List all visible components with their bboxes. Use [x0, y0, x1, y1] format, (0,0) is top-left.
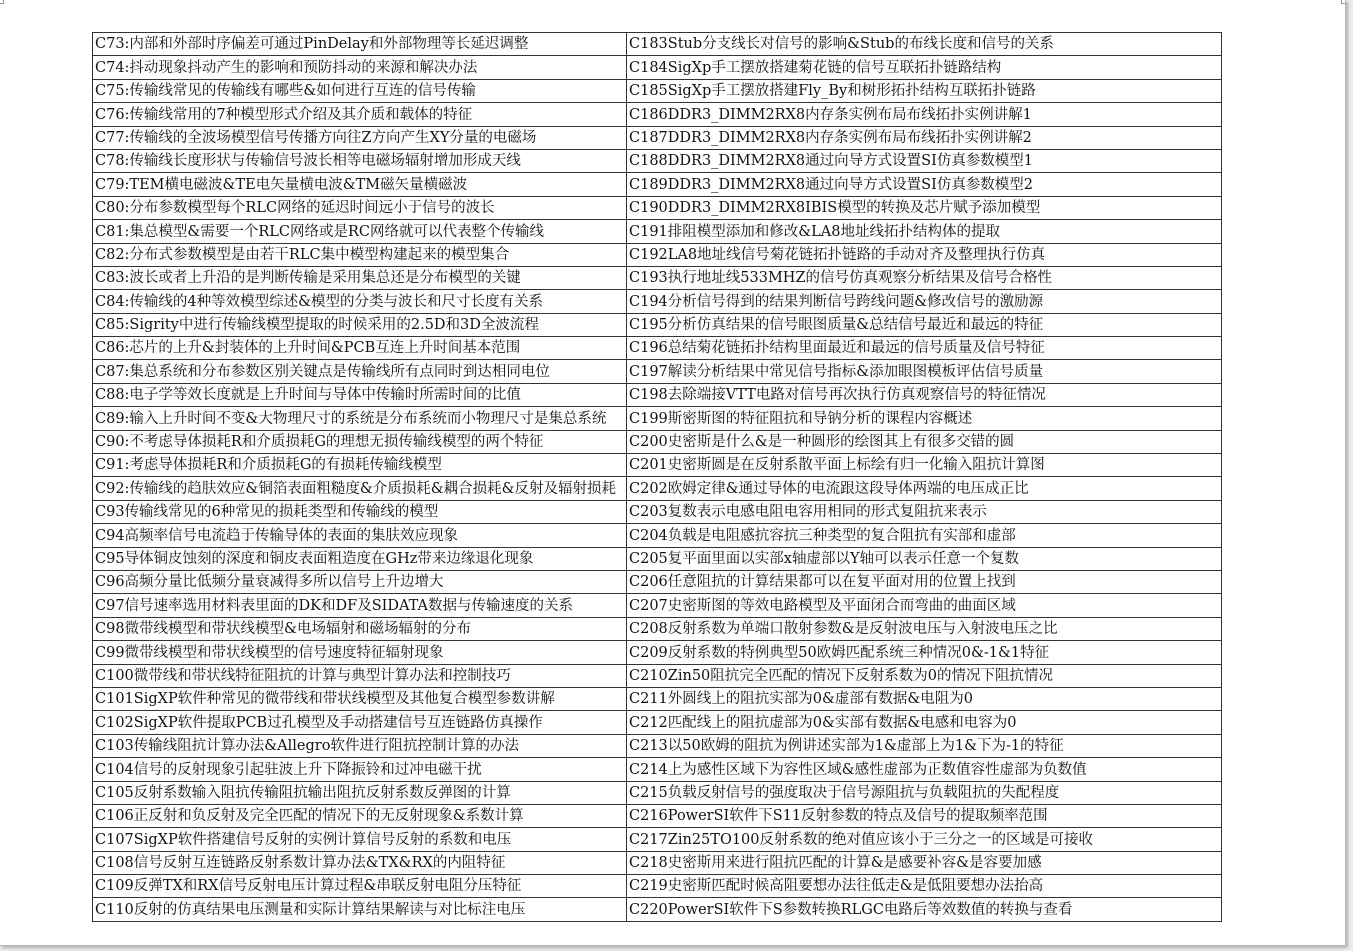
lesson-cell-left: C98微带线模型和带状线模型&电场辐射和磁场辐射的分布	[93, 617, 627, 640]
table-row	[93, 664, 1222, 687]
page-corner-mark-left	[0, 0, 4, 4]
table-row	[93, 337, 1222, 360]
lesson-cell-right: C212匹配线上的阻抗虚部为0&实部有数据&电感和电容为0	[627, 711, 1222, 734]
lesson-cell-right: C211外圆线上的阻抗实部为0&虚部有数据&电阻为0	[627, 687, 1222, 710]
table-row	[93, 79, 1222, 102]
lesson-cell-right: C191排阻模型添加和修改&LA8地址线拓扑结构体的提取	[627, 220, 1222, 243]
course-outline-table-body	[93, 33, 1222, 922]
lesson-cell-left: C95导体铜皮蚀刻的深度和铜皮表面粗造度在GHz带来边缘退化现象	[93, 547, 627, 570]
table-row	[93, 524, 1222, 547]
lesson-cell-right: C187DDR3_DIMM2RX8内存条实例布局布线拓扑实例讲解2	[627, 126, 1222, 149]
lesson-cell-right: C220PowerSI软件下S参数转换RLGC电路后等效数值的转换与查看	[627, 898, 1222, 921]
table-row	[93, 758, 1222, 781]
table-row	[93, 687, 1222, 710]
lesson-cell-right: C200史密斯是什么&是一种圆形的绘图其上有很多交错的圆	[627, 430, 1222, 453]
table-row	[93, 617, 1222, 640]
lesson-cell-left: C107SigXP软件搭建信号反射的实例计算信号反射的系数和电压	[93, 828, 627, 851]
lesson-cell-right: C189DDR3_DIMM2RX8通过向导方式设置SI仿真参数模型2	[627, 173, 1222, 196]
table-row	[93, 570, 1222, 593]
lesson-cell-right: C205复平面里面以实部x轴虚部以Y轴可以表示任意一个复数	[627, 547, 1222, 570]
lesson-cell-right: C195分析仿真结果的信号眼图质量&总结信号最近和最远的特征	[627, 313, 1222, 336]
lesson-cell-left: C85:Sigrity中进行传输线模型提取的时候采用的2.5D和3D全波流程	[93, 313, 627, 336]
table-row	[93, 500, 1222, 523]
table-row	[93, 898, 1222, 921]
table-row	[93, 126, 1222, 149]
course-outline-table	[92, 32, 1222, 922]
lesson-cell-left: C97信号速率选用材料表里面的DK和DF及SIDATA数据与传输速度的关系	[93, 594, 627, 617]
lesson-cell-right: C193执行地址线533MHZ的信号仿真观察分析结果及信号合格性	[627, 266, 1222, 289]
lesson-cell-left: C103传输线阻抗计算办法&Allegro软件进行阻抗控制计算的办法	[93, 734, 627, 757]
lesson-cell-left: C93传输线常见的6种常见的损耗类型和传输线的模型	[93, 500, 627, 523]
lesson-cell-right: C190DDR3_DIMM2RX8IBIS模型的转换及芯片赋予添加模型	[627, 196, 1222, 219]
lesson-cell-right: C184SigXp手工摆放搭建菊花链的信号互联拓扑链路结构	[627, 56, 1222, 79]
lesson-cell-left: C81:集总模型&需要一个RLC网络或是RC网络就可以代表整个传输线	[93, 220, 627, 243]
lesson-cell-right: C183Stub分支线长对信号的影响&Stub的布线长度和信号的关系	[627, 33, 1222, 56]
table-row	[93, 641, 1222, 664]
lesson-cell-left: C99微带线模型和带状线模型的信号速度特征辐射现象	[93, 641, 627, 664]
lesson-cell-left: C102SigXP软件提取PCB过孔模型及手动搭建信号互连链路仿真操作	[93, 711, 627, 734]
lesson-cell-left: C108信号反射互连链路反射系数计算办法&TX&RX的内阻特征	[93, 851, 627, 874]
page-corner-mark-right	[1341, 0, 1345, 4]
lesson-cell-right: C201史密斯圆是在反射系散平面上标绘有归一化输入阻抗计算图	[627, 454, 1222, 477]
lesson-cell-right: C196总结菊花链拓扑结构里面最近和最远的信号质量及信号特征	[627, 337, 1222, 360]
lesson-cell-left: C92:传输线的趋肤效应&铜箔表面粗糙度&介质损耗&耦合损耗&反射及辐射损耗	[93, 477, 627, 500]
lesson-cell-left: C82:分布式参数模型是由若干RLC集中模型构建起来的模型集合	[93, 243, 627, 266]
table-row	[93, 430, 1222, 453]
lesson-cell-right: C219史密斯匹配时候高阻要想办法往低走&是低阻要想办法抬高	[627, 875, 1222, 898]
lesson-cell-left: C79:TEM横电磁波&TE电矢量横电波&TM磁矢量横磁波	[93, 173, 627, 196]
table-row	[93, 734, 1222, 757]
table-row	[93, 547, 1222, 570]
lesson-cell-right: C185SigXp手工摆放搭建Fly_By和树形拓扑结构互联拓扑链路	[627, 79, 1222, 102]
table-row	[93, 360, 1222, 383]
lesson-cell-right: C197解读分析结果中常见信号指标&添加眼图模板评估信号质量	[627, 360, 1222, 383]
lesson-cell-left: C88:电子学等效长度就是上升时间与导体中传输时所需时间的比值	[93, 383, 627, 406]
table-row	[93, 407, 1222, 430]
lesson-cell-right: C203复数表示电感电阻电容用相同的形式复阻抗来表示	[627, 500, 1222, 523]
table-row	[93, 290, 1222, 313]
lesson-cell-left: C96高频分量比低频分量衰减得多所以信号上升边增大	[93, 570, 627, 593]
lesson-cell-left: C83:波长或者上升沿的是判断传输是采用集总还是分布模型的关键	[93, 266, 627, 289]
table-row	[93, 851, 1222, 874]
lesson-cell-left: C90:不考虑导体损耗R和介质损耗G的理想无损传输线模型的两个特征	[93, 430, 627, 453]
lesson-cell-left: C94高频率信号电流趋于传输导体的表面的集肤效应现象	[93, 524, 627, 547]
lesson-cell-left: C110反射的仿真结果电压测量和实际计算结果解读与对比标注电压	[93, 898, 627, 921]
table-row	[93, 220, 1222, 243]
lesson-cell-right: C199斯密斯图的特征阻抗和导钠分析的课程内容概述	[627, 407, 1222, 430]
lesson-cell-right: C204负载是电阻感抗容抗三种类型的复合阻抗有实部和虚部	[627, 524, 1222, 547]
table-row	[93, 804, 1222, 827]
lesson-cell-left: C104信号的反射现象引起驻波上升下降振铃和过冲电磁干扰	[93, 758, 627, 781]
lesson-cell-left: C86:芯片的上升&封装体的上升时间&PCB互连上升时间基本范围	[93, 337, 627, 360]
lesson-cell-left: C84:传输线的4种等效模型综述&模型的分类与波长和尺寸长度有关系	[93, 290, 627, 313]
lesson-cell-left: C106正反射和负反射及完全匹配的情况下的无反射现象&系数计算	[93, 804, 627, 827]
lesson-cell-right: C215负载反射信号的强度取决于信号源阻抗与负载阻抗的失配程度	[627, 781, 1222, 804]
table-row	[93, 56, 1222, 79]
table-row	[93, 103, 1222, 126]
lesson-cell-left: C109反弹TX和RX信号反射电压计算过程&串联反射电阻分压特征	[93, 875, 627, 898]
table-row	[93, 243, 1222, 266]
lesson-cell-right: C218史密斯用来进行阻抗匹配的计算&是感要补容&是容要加感	[627, 851, 1222, 874]
table-row	[93, 266, 1222, 289]
lesson-cell-left: C101SigXP软件种常见的微带线和带状线模型及其他复合模型参数讲解	[93, 687, 627, 710]
table-row	[93, 781, 1222, 804]
lesson-cell-right: C194分析信号得到的结果判断信号跨线问题&修改信号的激励源	[627, 290, 1222, 313]
lesson-cell-left: C78:传输线长度形状与传输信号波长相等电磁场辐射增加形成天线	[93, 149, 627, 172]
lesson-cell-right: C186DDR3_DIMM2RX8内存条实例布局布线拓扑实例讲解1	[627, 103, 1222, 126]
lesson-cell-right: C216PowerSI软件下S11反射参数的特点及信号的提取频率范围	[627, 804, 1222, 827]
table-row	[93, 383, 1222, 406]
table-row	[93, 173, 1222, 196]
table-row	[93, 313, 1222, 336]
lesson-cell-right: C192LA8地址线信号菊花链拓扑链路的手动对齐及整理执行仿真	[627, 243, 1222, 266]
table-row	[93, 875, 1222, 898]
lesson-cell-left: C87:集总系统和分布参数区别关键点是传输线所有点同时到达相同电位	[93, 360, 627, 383]
lesson-cell-right: C207史密斯图的等效电路模型及平面闭合而弯曲的曲面区域	[627, 594, 1222, 617]
table-row	[93, 594, 1222, 617]
lesson-cell-right: C213以50欧姆的阻抗为例讲述实部为1&虚部上为1&下为-1的特征	[627, 734, 1222, 757]
lesson-cell-right: C188DDR3_DIMM2RX8通过向导方式设置SI仿真参数模型1	[627, 149, 1222, 172]
table-row	[93, 33, 1222, 56]
lesson-cell-left: C73:内部和外部时序偏差可通过PinDelay和外部物理等长延迟调整	[93, 33, 627, 56]
table-row	[93, 196, 1222, 219]
lesson-cell-left: C75:传输线常见的传输线有哪些&如何进行互连的信号传输	[93, 79, 627, 102]
lesson-cell-left: C77:传输线的全波场模型信号传播方向往Z方向产生XY分量的电磁场	[93, 126, 627, 149]
lesson-cell-right: C210Zin50阻抗完全匹配的情况下反射系数为0的情况下阻抗情况	[627, 664, 1222, 687]
table-row	[93, 454, 1222, 477]
lesson-cell-left: C91:考虑导体损耗R和介质损耗G的有损耗传输线模型	[93, 454, 627, 477]
lesson-cell-right: C208反射系数为单端口散射参数&是反射波电压与入射波电压之比	[627, 617, 1222, 640]
lesson-cell-right: C209反射系数的特例典型50欧姆匹配系统三种情况0&-1&1特征	[627, 641, 1222, 664]
lesson-cell-left: C76:传输线常用的7种模型形式介绍及其介质和载体的特征	[93, 103, 627, 126]
table-row	[93, 828, 1222, 851]
lesson-cell-right: C217Zin25TO100反射系数的绝对值应该小于三分之一的区域是可接收	[627, 828, 1222, 851]
lesson-cell-right: C206任意阻抗的计算结果都可以在复平面对用的位置上找到	[627, 570, 1222, 593]
lesson-cell-left: C74:抖动现象抖动产生的影响和预防抖动的来源和解决办法	[93, 56, 627, 79]
lesson-cell-right: C198去除端接VTT电路对信号再次执行仿真观察信号的特征情况	[627, 383, 1222, 406]
table-row	[93, 149, 1222, 172]
table-row	[93, 711, 1222, 734]
lesson-cell-left: C89:输入上升时间不变&大物理尺寸的系统是分布系统而小物理尺寸是集总系统	[93, 407, 627, 430]
lesson-cell-right: C214上为感性区域下为容性区域&感性虚部为正数值容性虚部为负数值	[627, 758, 1222, 781]
lesson-cell-left: C100微带线和带状线特征阻抗的计算与典型计算办法和控制技巧	[93, 664, 627, 687]
table-row	[93, 477, 1222, 500]
lesson-cell-right: C202欧姆定律&通过导体的电流跟这段导体两端的电压成正比	[627, 477, 1222, 500]
lesson-cell-left: C105反射系数输入阻抗传输阻抗输出阻抗反射系数反弹图的计算	[93, 781, 627, 804]
lesson-cell-left: C80:分布参数模型每个RLC网络的延迟时间远小于信号的波长	[93, 196, 627, 219]
